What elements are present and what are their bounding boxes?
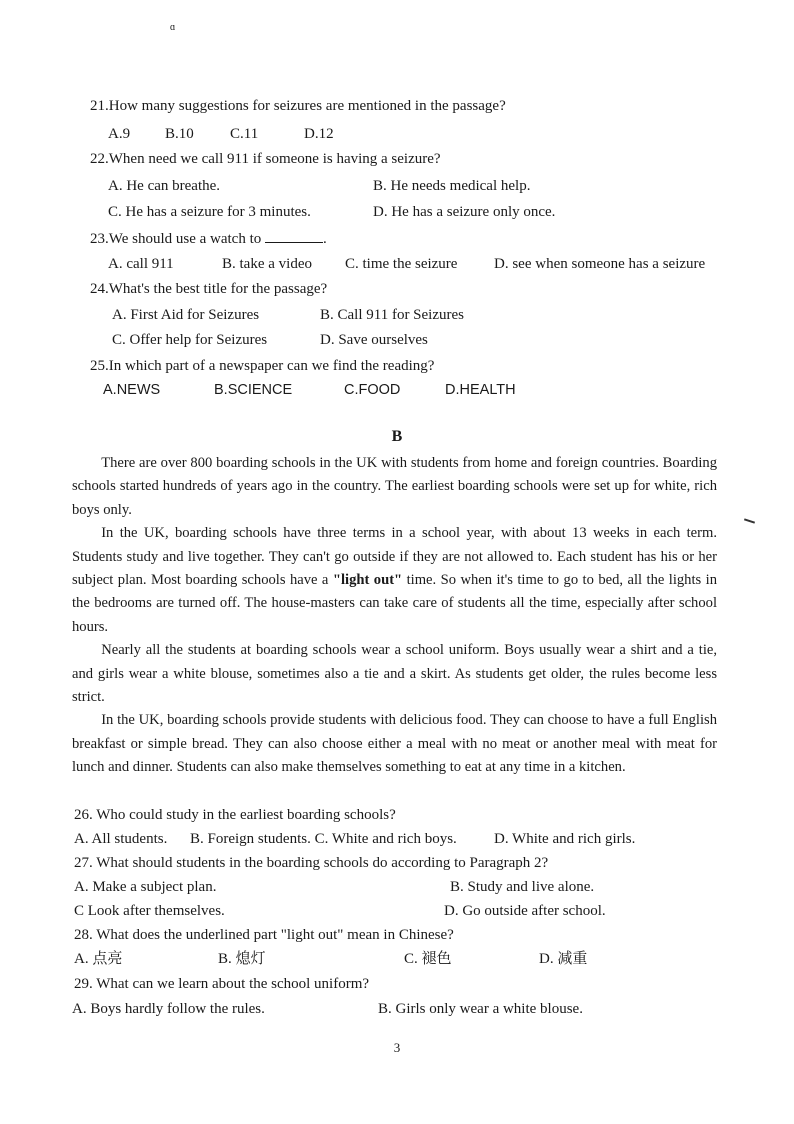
q24-stem: 24.What's the best title for the passage? <box>90 281 328 297</box>
q26-option-d[interactable]: D. White and rich girls. <box>494 831 636 847</box>
q27-option-b[interactable]: B. Study and live alone. <box>450 879 595 895</box>
q23-option-b[interactable]: B. take a video <box>222 256 312 272</box>
q26-option-a[interactable]: A. All students. <box>74 831 168 847</box>
passage-paragraph-1: There are over 800 boarding schools in the UK with students from home and foreign countries. Boarding schools started hundreds of years ago in the country. The earliest boarding schools were set up for white, rich boys only. <box>72 455 717 518</box>
passage-b <box>72 452 717 780</box>
q23-answer-blank[interactable] <box>265 228 323 243</box>
q23-stem <box>90 228 327 249</box>
q26-stem: 26. Who could study in the earliest boarding schools? <box>74 807 396 823</box>
q29-option-a[interactable]: A. Boys hardly follow the rules. <box>72 1001 265 1017</box>
q22-option-a[interactable]: A. He can breathe. <box>108 178 221 194</box>
q27-option-c[interactable]: C Look after themselves. <box>74 903 225 919</box>
passage-paragraph-4: In the UK, boarding schools provide students with delicious food. They can choose to have a full English breakfast or simple bread. They can also choose either a meal with no meat or another meal with meat for lunch and dinner. Students can also make themselves something to eat at any time in a kitchen. <box>72 712 717 776</box>
q25-option-b[interactable]: B.SCIENCE <box>214 382 293 398</box>
passage-paragraph-3: Nearly all the students at boarding schools wear a school uniform. Boys usually wear a shirt and a tie, and girls wear a white blouse, sometimes also a tie and a skirt. As students get older, the rules become less strict. <box>72 642 717 706</box>
q28-option-c[interactable]: C. 褪色 <box>404 951 452 967</box>
q21-option-c[interactable]: C.11 <box>230 126 259 142</box>
q28-stem: 28. What does the underlined part "light out" mean in Chinese? <box>74 927 454 943</box>
q27-option-a[interactable]: A. Make a subject plan. <box>74 879 217 895</box>
q29-stem: 29. What can we learn about the school uniform? <box>74 976 370 992</box>
q22-stem: 22.When need we call 911 if someone is having a seizure? <box>90 151 441 167</box>
q22-option-c[interactable]: C. He has a seizure for 3 minutes. <box>108 204 311 220</box>
q22-option-d[interactable]: D. He has a seizure only once. <box>373 204 556 220</box>
q23-option-c[interactable]: C. time the seizure <box>345 256 458 272</box>
p2-text-end: time. So when it's time to go to bed, all the lights in the bedrooms are turned off. The house-masters can take care of students all the time, especially after school hours. <box>72 572 717 635</box>
q28-option-d[interactable]: D. 减重 <box>539 951 588 967</box>
q28-option-a[interactable]: A. 点亮 <box>74 951 123 967</box>
q25-option-d[interactable]: D.HEALTH <box>445 382 516 398</box>
q28-option-b[interactable]: B. 熄灯 <box>218 951 266 967</box>
q29-option-b[interactable]: B. Girls only wear a white blouse. <box>378 1001 583 1017</box>
q24-option-c[interactable]: C. Offer help for Seizures <box>112 332 268 348</box>
q21-option-d[interactable]: D.12 <box>304 126 334 142</box>
q25-stem: 25.In which part of a newspaper can we find the reading? <box>90 358 435 374</box>
passage-paragraph-2 <box>72 522 717 639</box>
q21-stem: 21.How many suggestions for seizures are mentioned in the passage? <box>90 98 506 114</box>
q21-option-b[interactable]: B.10 <box>165 126 194 142</box>
scan-mark <box>744 518 755 523</box>
q27-stem: 27. What should students in the boarding schools do according to Paragraph 2? <box>74 855 549 871</box>
q25-option-a[interactable]: A.NEWS <box>103 382 161 398</box>
page-number: 3 <box>393 1040 401 1055</box>
q23-option-d[interactable]: D. see when someone has a seizure <box>494 256 706 272</box>
q23-stem-end: . <box>323 231 327 247</box>
q24-option-b[interactable]: B. Call 911 for Seizures <box>320 307 465 323</box>
q26-option-b[interactable]: B. Foreign students. C. White and rich boys. <box>190 831 457 847</box>
q21-option-a[interactable]: A.9 <box>108 126 131 142</box>
q23-stem-text: 23.We should use a watch to <box>90 231 262 247</box>
q25-option-c[interactable]: C.FOOD <box>344 382 401 398</box>
p2-text-start: In the UK, boarding schools have three terms in a school year, with about 13 weeks in each term. Students study and live together. They can't go outside if they are not allowed to. Each student has his or her subject plan. Most boarding schools have a <box>72 525 717 589</box>
light-out-term: "light out" <box>332 572 403 589</box>
q24-option-a[interactable]: A. First Aid for Seizures <box>112 307 260 323</box>
q23-option-a[interactable]: A. call 911 <box>108 256 174 272</box>
section-b-title: B <box>391 428 403 445</box>
q27-option-d[interactable]: D. Go outside after school. <box>444 903 606 919</box>
corner-mark: ɑ <box>170 22 176 33</box>
q22-option-b[interactable]: B. He needs medical help. <box>373 178 531 194</box>
q24-option-d[interactable]: D. Save ourselves <box>320 332 428 348</box>
